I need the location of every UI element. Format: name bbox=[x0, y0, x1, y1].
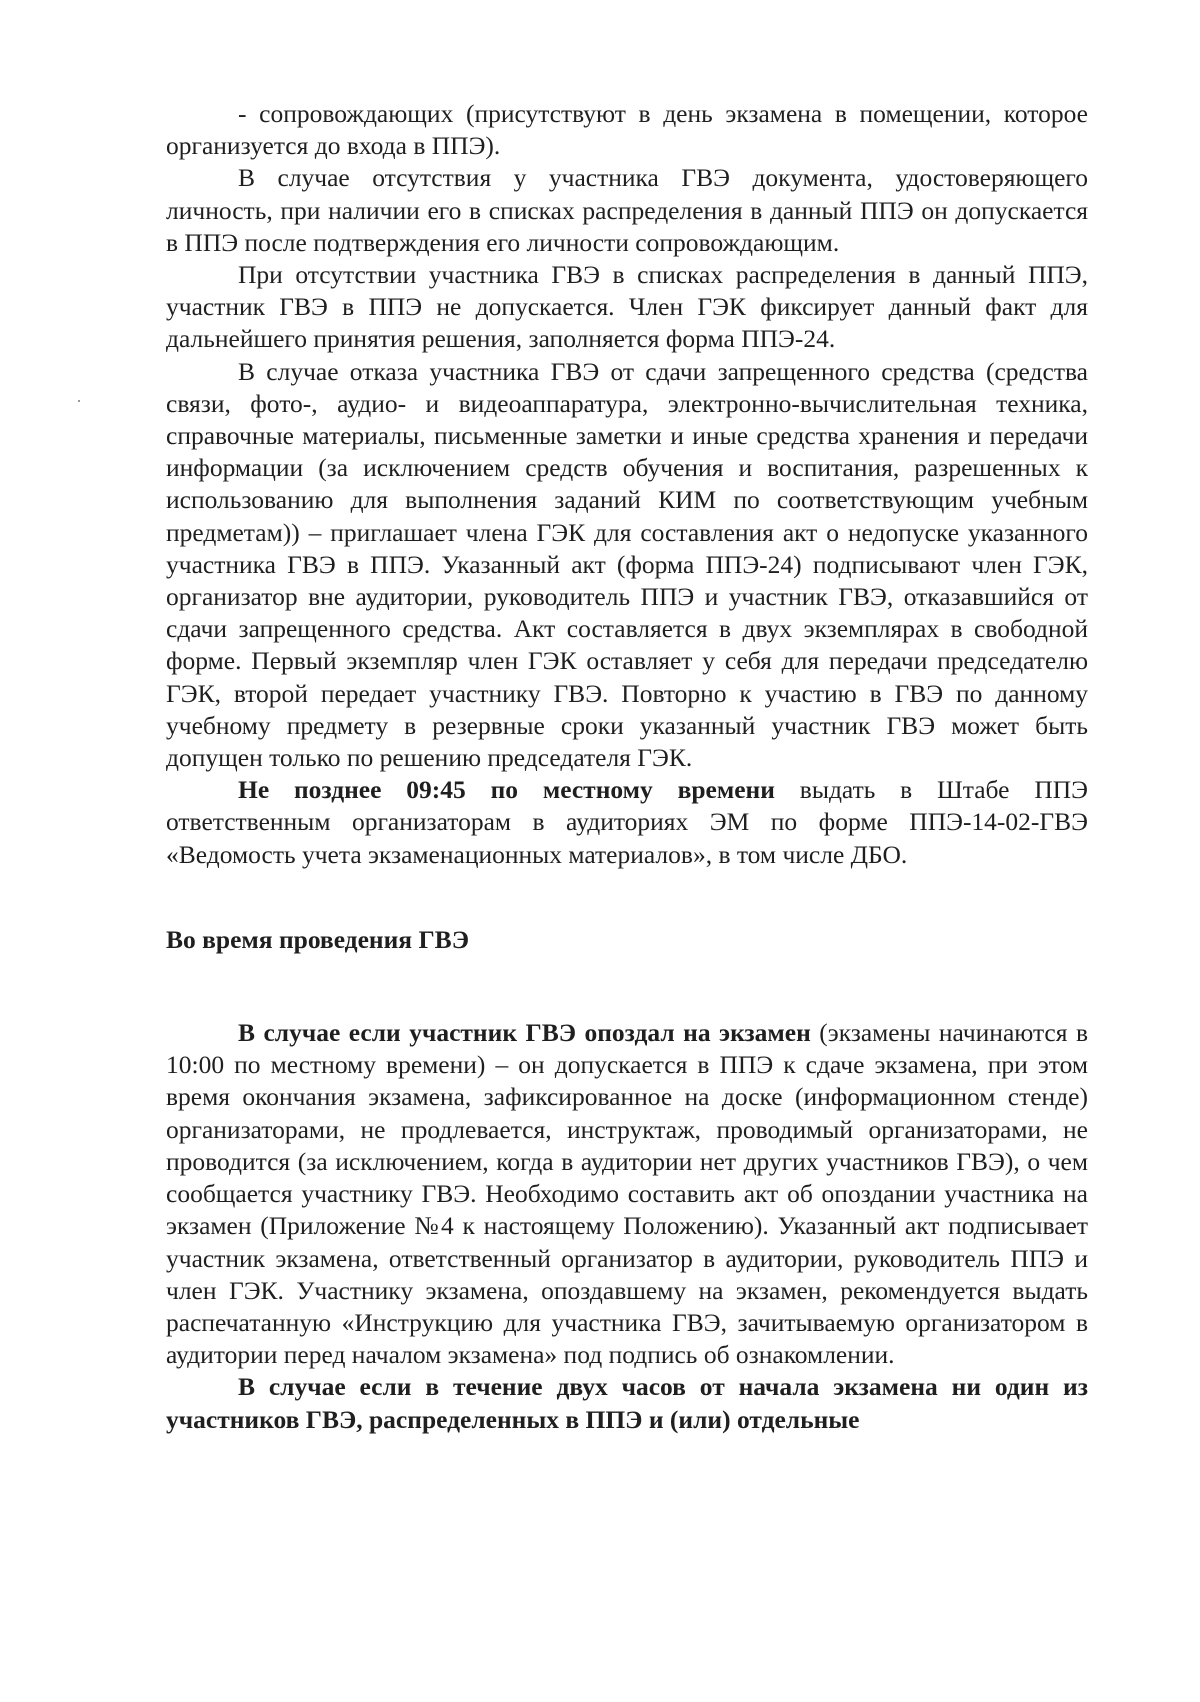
paragraph-not-in-lists: При отсутствии участника ГВЭ в списках распределения в данный ППЭ, участник ГВЭ в ППЭ не допускается. Член ГЭК фиксирует данный факт для дальнейшего принятия решения, заполняется форма ППЭ-24. bbox=[166, 260, 1088, 354]
paragraph-two-hours bbox=[166, 1371, 1088, 1435]
paragraph-late-participant bbox=[166, 1017, 1088, 1371]
deadline-bold-text: Не позднее 09:45 по местному времени bbox=[238, 775, 775, 805]
late-participant-bold-text: В случае если участник ГВЭ опоздал на экзамен bbox=[238, 1018, 811, 1048]
paragraph-prohibited-items: В случае отказа участника ГВЭ от сдачи запрещенного средства (средства связи, фото-, аудио- и видеоаппаратура, электронно-вычислительная техника, справочные материалы, письменные заметки и иные средства хранения и передачи информации (за исключением средств обучения и воспитания, разрешенных к использованию для выполнения заданий КИМ по соответствующим учебным предметам)) – приглашает члена ГЭК для составления акт о недопуске указанного участника ГВЭ в ППЭ. Указанный акт (форма ППЭ-24) подписывают член ГЭК, организатор вне аудитории, руководитель ППЭ и участник ГВЭ, отказавшийся от сдачи запрещенного средства. Акт составляется в двух экземплярах в свободной форме. Первый экземпляр член ГЭК оставляет у себя для передачи председателю ГЭК, второй передает участнику ГВЭ. Повторно к участию в ГВЭ по данному учебному предмету в резервные сроки указанный участник ГВЭ может быть допущен только по решению председателя ГЭК. bbox=[166, 356, 1088, 773]
document-body bbox=[166, 98, 1088, 1436]
two-hours-bold-text: В случае если в течение двух часов от начала экзамена ни один из участников ГВЭ, распределенных в ППЭ и (или) отдельные bbox=[166, 1372, 1088, 1434]
scan-speck bbox=[78, 400, 80, 402]
late-participant-rest-text: (экзамены начинаются в 10:00 по местному времени) – он допускается в ППЭ к сдаче экзамена, при этом время окончания экзамена, зафиксированное на доске (информационном стенде) организаторами, не продлевается, инструктаж, проводимый организаторами, не проводится (за исключением, когда в аудитории нет других участников ГВЭ), о чем сообщается участнику ГВЭ. Необходимо составить акт об опоздании участника на экзамен (Приложение №4 к настоящему Положению). Указанный акт подписывает участник экзамена, ответственный организатор в аудитории, руководитель ППЭ и член ГЭК. Участнику экзамена, опоздавшему на экзамен, рекомендуется выдать распечатанную «Инструкцию для участника ГВЭ, зачитываемую организатором в аудитории перед началом экзамена» под подпись об ознакомлении. bbox=[166, 1018, 1088, 1370]
section-heading: Во время проведения ГВЭ bbox=[166, 924, 469, 954]
paragraph-no-id-document: В случае отсутствия у участника ГВЭ документа, удостоверяющего личность, при наличии его в списках распределения в данный ППЭ он допускается в ППЭ после подтверждения его личности сопровождающим. bbox=[166, 163, 1088, 257]
paragraph-escorts: - сопровождающих (присутствуют в день экзамена в помещении, которое организуется до входа в ППЭ). bbox=[166, 99, 1088, 161]
paragraph-deadline-0945 bbox=[166, 774, 1088, 871]
deadline-rest-text: выдать в Штабе ППЭ ответственным организаторам в аудиториях ЭМ по форме ППЭ-14-02-ГВЭ «Ведомость учета экзаменационных материалов», в том числе ДБО. bbox=[166, 775, 1088, 869]
